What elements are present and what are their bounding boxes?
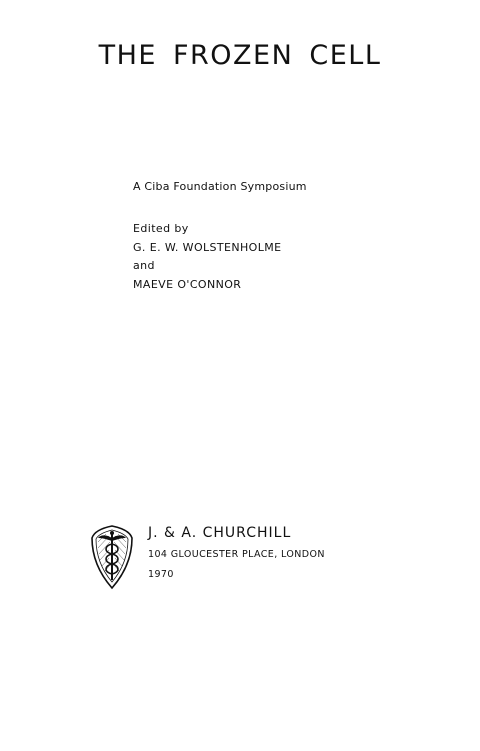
caduceus-shield-icon [90, 524, 134, 590]
edited-by-label: Edited by [133, 222, 189, 235]
editor-name: MAEVE O'CONNOR [133, 277, 242, 291]
publication-year: 1970 [148, 569, 174, 580]
editors-block [133, 220, 282, 294]
publisher-address: 104 GLOUCESTER PLACE, LONDON [148, 549, 325, 560]
book-title: THE FROZEN CELL [98, 40, 382, 71]
publisher-name: J. & A. CHURCHILL [148, 525, 292, 541]
and-label: and [133, 259, 155, 272]
publisher-block [148, 524, 325, 581]
symposium-subtitle: A Ciba Foundation Symposium [133, 180, 307, 193]
editor-name: G. E. W. WOLSTENHOLME [133, 240, 282, 254]
